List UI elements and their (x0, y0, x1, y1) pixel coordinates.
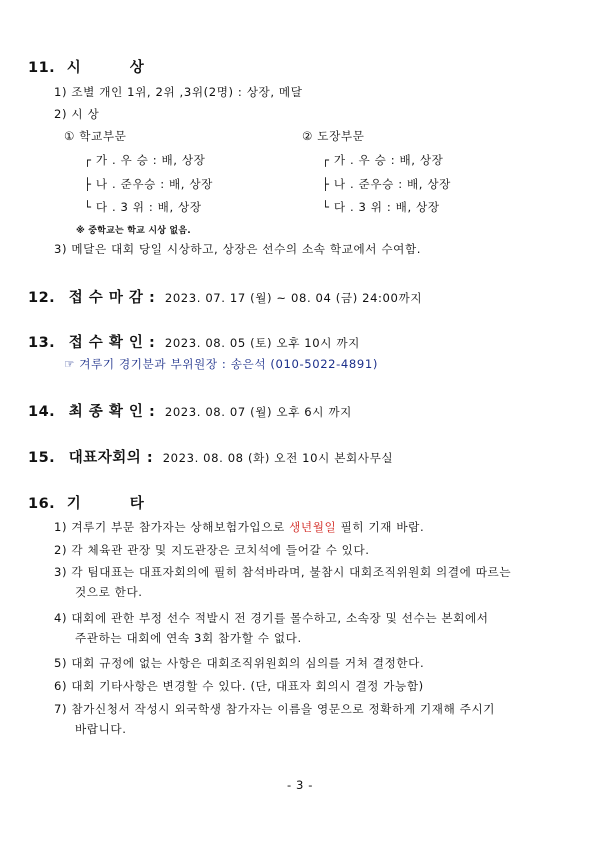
s16-item-1-end: 필히 기재 바람. (336, 520, 425, 534)
s16-item-6: 6) 대회 기타사항은 변경할 수 있다. (단, 대표자 회의시 결정 가능함) (54, 679, 424, 693)
s16-item-4-line-1: 4) 대회에 관한 부정 선수 적발시 전 경기를 몰수하고, 소속장 및 선수는 본회에서 (54, 611, 489, 625)
section-15-title: 대표자회의 : (68, 450, 154, 466)
section-16-number: 16. (28, 496, 56, 512)
s16-item-5: 5) 대회 규정에 없는 사항은 대회조직위원회의 심의를 거쳐 결정한다. (54, 656, 425, 670)
section-13-title: 접 수 확 인 : (68, 335, 156, 351)
school-row-2: ├ 나 . 준우승 : 배, 상장 (84, 177, 213, 191)
section-14-number: 14. (28, 404, 56, 420)
s11-note: ※ 중학교는 학교 시상 없음. (76, 226, 191, 236)
s16-item-4-line-2: 주관하는 대회에 연속 3회 참가할 수 없다. (75, 631, 302, 645)
section-12-value: 2023. 07. 17 (월) ~ 08. 04 (금) 24:00까지 (164, 291, 423, 305)
school-category-header: ① 학교부문 (64, 129, 127, 143)
s16-item-7-line-2: 바랍니다. (75, 722, 127, 736)
section-15-value: 2023. 08. 08 (화) 오전 10시 본회사무실 (162, 451, 394, 465)
s11-item-3: 3) 메달은 대회 당일 시상하고, 상장은 선수의 소속 학교에서 수여함. (54, 242, 422, 256)
s16-item-1 (54, 519, 424, 535)
dojang-row-1: ┌ 가 . 우 승 : 배, 상장 (322, 153, 444, 167)
section-15-heading (28, 446, 393, 467)
section-11-heading (28, 56, 166, 77)
section-14-title: 최 종 확 인 : (68, 404, 156, 420)
s16-item-1-text: 1) 겨루기 부문 참가자는 상해보험가입으로 (54, 520, 290, 534)
section-16-heading (28, 492, 166, 513)
section-13-number: 13. (28, 335, 56, 351)
section-12-number: 12. (28, 290, 56, 306)
s16-item-3-line-2: 것으로 한다. (75, 585, 143, 599)
s16-item-7-line-1: 7) 참가신청서 작성시 외국학생 참가자는 이름을 영문으로 정확하게 기재해 주시기 (54, 702, 496, 716)
s16-item-3-line-1: 3) 각 팀대표는 대표자회의에 필히 참석바라며, 불참시 대회조직위원회 의결에 따르는 (54, 565, 512, 579)
section-16-title: 기 타 (66, 496, 166, 512)
section-15-number: 15. (28, 450, 56, 466)
dojang-row-3: └ 다 . 3 위 : 배, 상장 (322, 200, 440, 214)
section-11-number: 11. (28, 60, 56, 76)
section-12-heading (28, 286, 422, 307)
section-11-title: 시 상 (66, 60, 166, 76)
s11-item-1: 1) 조별 개인 1위, 2위 ,3위(2명) : 상장, 메달 (54, 85, 303, 99)
section-13-heading (28, 331, 360, 352)
dojang-category-header: ② 도장부문 (302, 129, 365, 143)
s16-item-2: 2) 각 체육관 관장 및 지도관장은 코치석에 들어갈 수 있다. (54, 543, 370, 557)
section-14-value: 2023. 08. 07 (월) 오후 6시 까지 (164, 405, 352, 419)
s16-item-1-highlight: 생년월일 (289, 520, 337, 534)
school-row-3: └ 다 . 3 위 : 배, 상장 (84, 200, 202, 214)
school-row-1: ┌ 가 . 우 승 : 배, 상장 (84, 153, 206, 167)
section-14-heading (28, 400, 352, 421)
s11-item-2: 2) 시 상 (54, 107, 100, 121)
s13-contact: ☞ 겨루기 경기분과 부위원장 : 송은석 (010-5022-4891) (64, 357, 378, 371)
section-12-title: 접 수 마 감 : (68, 290, 156, 306)
section-13-value: 2023. 08. 05 (토) 오후 10시 까지 (164, 336, 360, 350)
page-number: - 3 - (286, 778, 314, 792)
dojang-row-2: ├ 나 . 준우승 : 배, 상장 (322, 177, 451, 191)
